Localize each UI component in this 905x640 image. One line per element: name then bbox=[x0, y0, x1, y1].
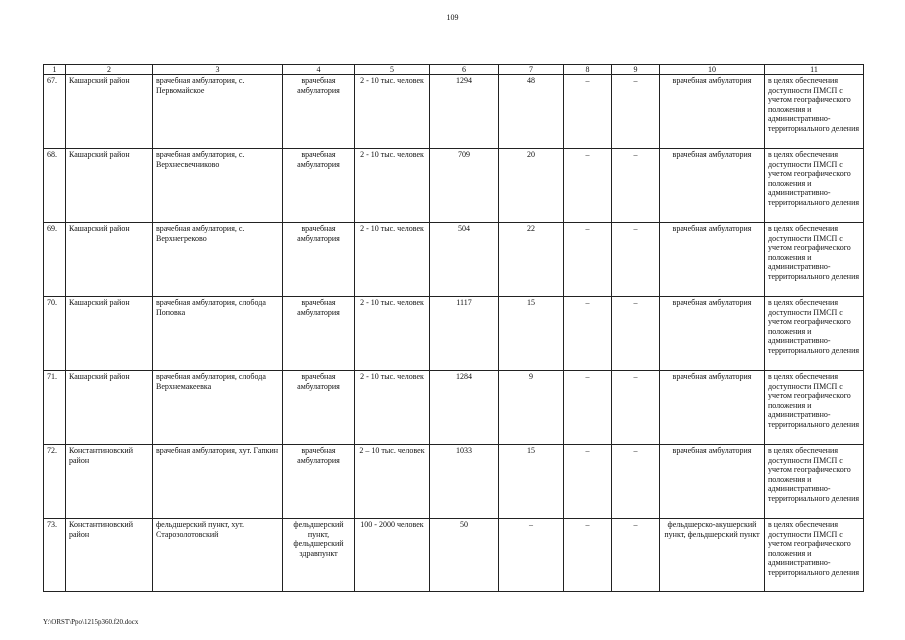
col9-cell: – bbox=[612, 371, 660, 445]
col10-cell: врачебная амбулатория bbox=[660, 445, 765, 519]
population-cell: 2 – 10 тыс. человек bbox=[355, 445, 430, 519]
type-cell: врачебная амбулатория bbox=[283, 297, 355, 371]
row-number: 68. bbox=[44, 149, 66, 223]
facility-cell: врачебная амбулатория, слобода Верхнемакеевка bbox=[153, 371, 283, 445]
district-cell: Кашарский район bbox=[66, 297, 153, 371]
table-row bbox=[44, 371, 864, 445]
type-cell: врачебная амбулатория bbox=[283, 75, 355, 149]
col-header: 11 bbox=[765, 65, 864, 75]
col-header: 5 bbox=[355, 65, 430, 75]
col7-cell: 15 bbox=[499, 297, 564, 371]
col-header: 3 bbox=[153, 65, 283, 75]
type-cell: врачебная амбулатория bbox=[283, 223, 355, 297]
col-header: 10 bbox=[660, 65, 765, 75]
reason-cell: в целях обеспечения доступности ПМСП с учетом географического положения и административно-территориального деления bbox=[765, 223, 864, 297]
col10-cell: врачебная амбулатория bbox=[660, 75, 765, 149]
reason-cell: в целях обеспечения доступности ПМСП с учетом географического положения и административно-территориального деления bbox=[765, 149, 864, 223]
col6-cell: 709 bbox=[430, 149, 499, 223]
row-number: 70. bbox=[44, 297, 66, 371]
col9-cell: – bbox=[612, 223, 660, 297]
row-number: 67. bbox=[44, 75, 66, 149]
col7-cell: 15 bbox=[499, 445, 564, 519]
district-cell: Константиновский район bbox=[66, 445, 153, 519]
col6-cell: 1033 bbox=[430, 445, 499, 519]
page-number: 109 bbox=[446, 13, 459, 22]
col-header: 1 bbox=[44, 65, 66, 75]
type-cell: врачебная амбулатория bbox=[283, 445, 355, 519]
col9-cell: – bbox=[612, 75, 660, 149]
reason-cell: в целях обеспечения доступности ПМСП с учетом географического положения и административно-территориального деления bbox=[765, 297, 864, 371]
col8-cell: – bbox=[564, 445, 612, 519]
table-row bbox=[44, 223, 864, 297]
header-row bbox=[44, 65, 864, 75]
facility-cell: врачебная амбулатория, с. Верхнесвечниково bbox=[153, 149, 283, 223]
col10-cell: врачебная амбулатория bbox=[660, 297, 765, 371]
reason-cell: в целях обеспечения доступности ПМСП с учетом географического положения и административно-территориального деления bbox=[765, 519, 864, 592]
district-cell: Кашарский район bbox=[66, 75, 153, 149]
col9-cell: – bbox=[612, 519, 660, 592]
data-table bbox=[43, 64, 864, 592]
reason-cell: в целях обеспечения доступности ПМСП с учетом географического положения и административно-территориального деления bbox=[765, 75, 864, 149]
col8-cell: – bbox=[564, 371, 612, 445]
table-row bbox=[44, 519, 864, 592]
type-cell: врачебная амбулатория bbox=[283, 149, 355, 223]
col10-cell: врачебная амбулатория bbox=[660, 223, 765, 297]
district-cell: Константиновский район bbox=[66, 519, 153, 592]
facility-cell: фельдшерский пункт, хут. Старозолотовский bbox=[153, 519, 283, 592]
facility-cell: врачебная амбулатория, с. Верхнегреково bbox=[153, 223, 283, 297]
reason-cell: в целях обеспечения доступности ПМСП с учетом географического положения и административно-территориального деления bbox=[765, 371, 864, 445]
facility-cell: врачебная амбулатория, хут. Гапкин bbox=[153, 445, 283, 519]
col-header: 4 bbox=[283, 65, 355, 75]
population-cell: 2 - 10 тыс. человек bbox=[355, 371, 430, 445]
table-row bbox=[44, 445, 864, 519]
type-cell: фельдшерский пункт, фельдшерский здравпункт bbox=[283, 519, 355, 592]
col-header: 2 bbox=[66, 65, 153, 75]
facility-cell: врачебная амбулатория, с. Первомайское bbox=[153, 75, 283, 149]
facility-cell: врачебная амбулатория, слобода Поповка bbox=[153, 297, 283, 371]
district-cell: Кашарский район bbox=[66, 371, 153, 445]
col6-cell: 504 bbox=[430, 223, 499, 297]
type-cell: врачебная амбулатория bbox=[283, 371, 355, 445]
col10-cell: врачебная амбулатория bbox=[660, 371, 765, 445]
population-cell: 2 - 10 тыс. человек bbox=[355, 75, 430, 149]
population-cell: 2 - 10 тыс. человек bbox=[355, 149, 430, 223]
col6-cell: 50 bbox=[430, 519, 499, 592]
col7-cell: 48 bbox=[499, 75, 564, 149]
col7-cell: – bbox=[499, 519, 564, 592]
col8-cell: – bbox=[564, 223, 612, 297]
row-number: 73. bbox=[44, 519, 66, 592]
table-row bbox=[44, 297, 864, 371]
col6-cell: 1117 bbox=[430, 297, 499, 371]
col-header: 8 bbox=[564, 65, 612, 75]
col8-cell: – bbox=[564, 75, 612, 149]
row-number: 72. bbox=[44, 445, 66, 519]
population-cell: 2 - 10 тыс. человек bbox=[355, 223, 430, 297]
col10-cell: врачебная амбулатория bbox=[660, 149, 765, 223]
col7-cell: 9 bbox=[499, 371, 564, 445]
population-cell: 100 - 2000 человек bbox=[355, 519, 430, 592]
col6-cell: 1284 bbox=[430, 371, 499, 445]
col-header: 6 bbox=[430, 65, 499, 75]
col-header: 7 bbox=[499, 65, 564, 75]
col8-cell: – bbox=[564, 519, 612, 592]
col-header: 9 bbox=[612, 65, 660, 75]
col7-cell: 22 bbox=[499, 223, 564, 297]
row-number: 69. bbox=[44, 223, 66, 297]
reason-cell: в целях обеспечения доступности ПМСП с учетом географического положения и административно-территориального деления bbox=[765, 445, 864, 519]
col10-cell: фельдшерско-акушерский пункт, фельдшерский пункт bbox=[660, 519, 765, 592]
col9-cell: – bbox=[612, 149, 660, 223]
district-cell: Кашарский район bbox=[66, 149, 153, 223]
district-cell: Кашарский район bbox=[66, 223, 153, 297]
col7-cell: 20 bbox=[499, 149, 564, 223]
col8-cell: – bbox=[564, 297, 612, 371]
table-row bbox=[44, 75, 864, 149]
col6-cell: 1294 bbox=[430, 75, 499, 149]
row-number: 71. bbox=[44, 371, 66, 445]
file-path-footer: Y:\ORST\Ppo\1215p360.f20.docx bbox=[43, 618, 139, 626]
table-row bbox=[44, 149, 864, 223]
col9-cell: – bbox=[612, 445, 660, 519]
col8-cell: – bbox=[564, 149, 612, 223]
col9-cell: – bbox=[612, 297, 660, 371]
population-cell: 2 - 10 тыс. человек bbox=[355, 297, 430, 371]
